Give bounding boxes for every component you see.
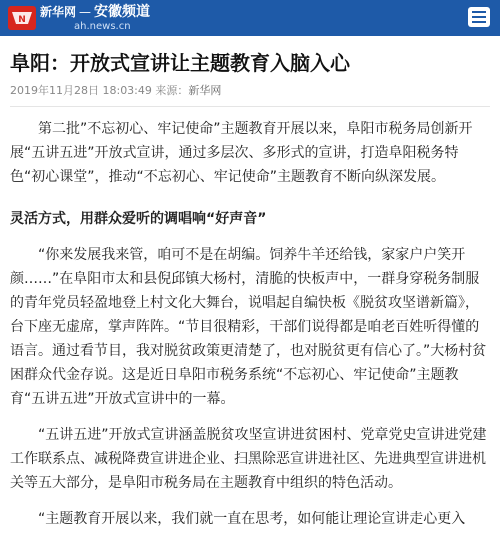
top-header-bar: [0, 0, 500, 36]
channel-name: 安徽频道: [94, 3, 151, 20]
article-meta: [10, 82, 490, 107]
hamburger-menu-icon[interactable]: [468, 7, 490, 27]
menu-bar: [472, 16, 486, 18]
publish-date: 2019年11月28日 18:03:49: [10, 84, 152, 97]
article-paragraph: “你来发展我来管，咱可不是在胡编。饲养牛羊还给钱，家家户户笑开颜……”在阜阳市太和县倪邱镇大杨村，清脆的快板声中，一群身穿税务制服的青年党员轻盈地登上村文化大舞台，说唱起自编快板《脱贫攻坚谱新篇》，台下座无虚席，掌声阵阵。“节目很精彩，干部们说得都是咱老百姓听得懂的语言。通过看节目，我对脱贫政策更清楚了，也对脱贫更有信心了。”大杨村贫困群众代金存说。这是近日阜阳市税务系统“不忘初心、牢记使命”主题教育“五讲五进”开放式宣讲中的一幕。: [10, 247, 487, 407]
article-title: 阜阳：开放式宣讲让主题教育入脑入心: [10, 51, 350, 75]
brand-name: 新华网: [40, 4, 77, 19]
xinhua-logo-icon: [8, 4, 38, 32]
site-domain: ah.news.cn: [74, 20, 131, 32]
site-logo[interactable]: [8, 0, 150, 36]
source-name: 新华网: [188, 84, 222, 97]
menu-bar: [472, 21, 486, 23]
brand-separator: —: [79, 4, 92, 19]
source-label: 来源：: [155, 84, 189, 97]
section-heading: 灵活方式，用群众爱听的调唱响“好声音”: [10, 211, 267, 227]
article-paragraph: “五讲五进”开放式宣讲涵盖脱贫攻坚宣讲进贫困村、党章党史宣讲进党建工作联系点、减税降费宣讲进企业、扫黑除恶宣讲进社区、先进典型宣讲进机关等五大部分，是阜阳市税务局在主题教育中组织的特色活动。: [10, 427, 487, 491]
article-body: [10, 117, 490, 531]
article-paragraph: “主题教育开展以来，我们就一直在思考，如何能让理论宣讲走心更入: [38, 511, 466, 527]
article-paragraph: 第二批”不忘初心、牢记使命”主题教育开展以来，阜阳市税务局创新开展“五讲五进”开放式宣讲，通过多层次、多形式的宣讲，打造阜阳税务特色“初心课堂”，推动“不忘初心、牢记使命”主题教育不断向纵深发展。: [10, 121, 473, 185]
svg-text:N: N: [18, 15, 26, 25]
menu-bar: [472, 11, 486, 13]
